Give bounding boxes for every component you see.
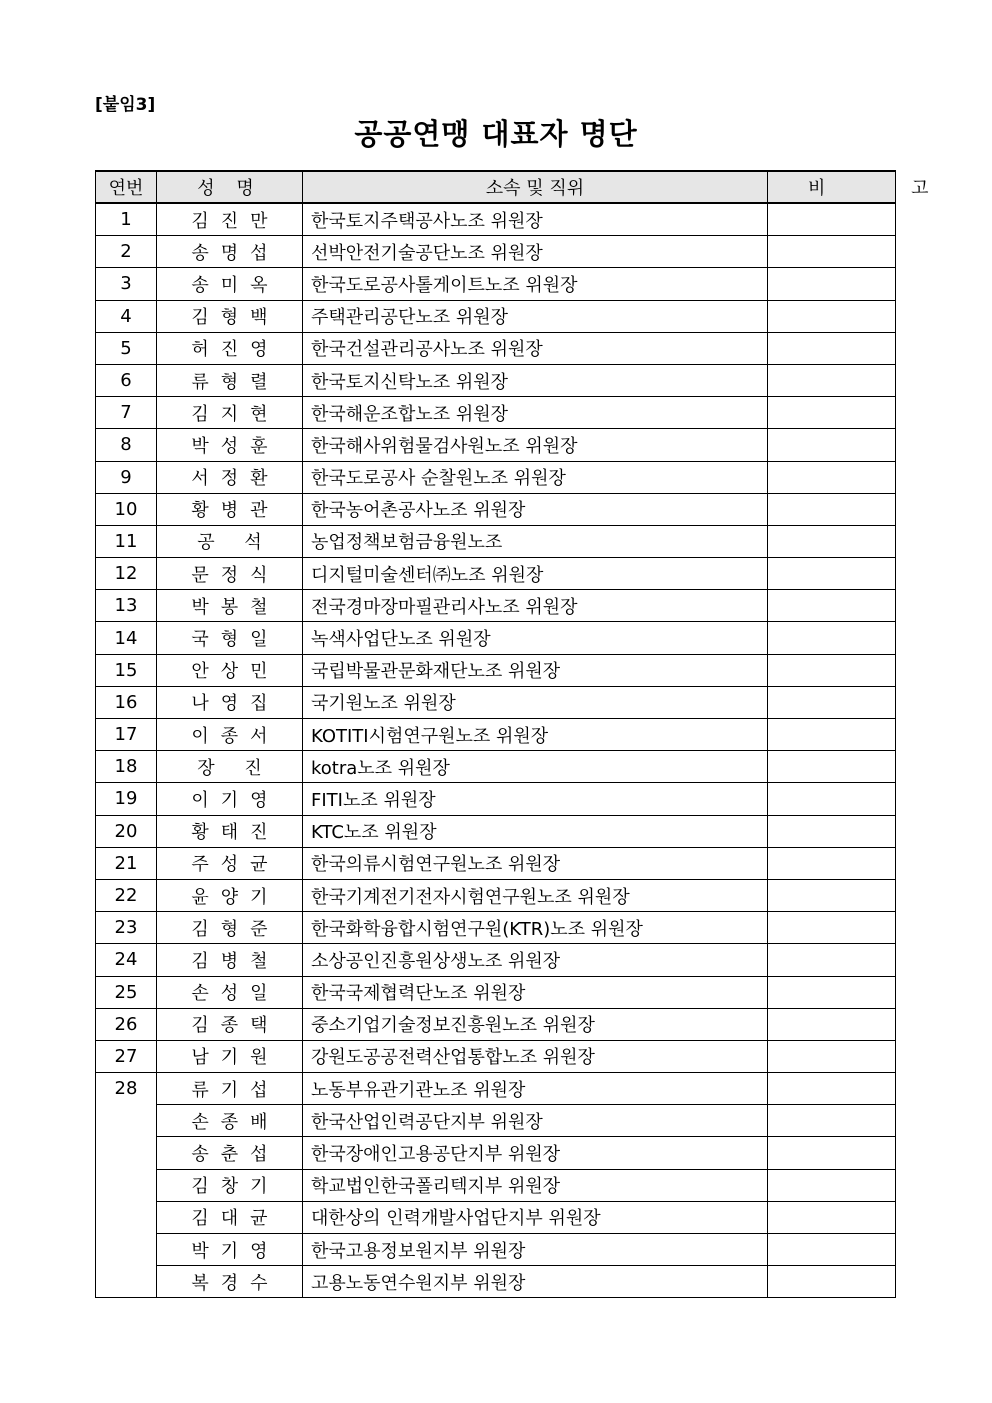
table-row xyxy=(96,879,896,911)
table-row xyxy=(96,1169,896,1201)
table-row xyxy=(96,686,896,718)
row-number: 18 xyxy=(96,751,157,783)
row-note xyxy=(768,686,896,718)
table-row xyxy=(96,332,896,364)
table-row xyxy=(96,1073,896,1105)
row-number: 13 xyxy=(96,590,157,622)
row-affiliation: 한국건설관리공사노조 위원장 xyxy=(303,332,768,364)
row-affiliation: 한국고용정보원지부 위원장 xyxy=(303,1234,768,1266)
table-row xyxy=(96,493,896,525)
row-affiliation: 한국농어촌공사노조 위원장 xyxy=(303,493,768,525)
table-row xyxy=(96,654,896,686)
row-note xyxy=(768,815,896,847)
table-row xyxy=(96,558,896,590)
row-name: 이기영 xyxy=(157,783,303,815)
row-number: 16 xyxy=(96,686,157,718)
row-name: 손성일 xyxy=(157,976,303,1008)
row-note xyxy=(768,1105,896,1137)
row-number: 21 xyxy=(96,847,157,879)
table-header-row xyxy=(96,171,896,203)
attachment-label: [붙임3] xyxy=(95,95,156,115)
row-affiliation: 한국산업인력공단지부 위원장 xyxy=(303,1105,768,1137)
row-affiliation: 국립박물관문화재단노조 위원장 xyxy=(303,654,768,686)
row-name: 공 석 xyxy=(157,525,303,557)
row-number: 19 xyxy=(96,783,157,815)
row-number: 28 xyxy=(96,1073,157,1298)
row-note xyxy=(768,429,896,461)
row-number: 14 xyxy=(96,622,157,654)
row-note xyxy=(768,364,896,396)
row-number: 20 xyxy=(96,815,157,847)
row-note xyxy=(768,1008,896,1040)
row-number: 10 xyxy=(96,493,157,525)
header-num: 연번 xyxy=(96,171,157,203)
row-name: 김형준 xyxy=(157,912,303,944)
row-affiliation: 한국의류시험연구원노조 위원장 xyxy=(303,847,768,879)
row-affiliation: 국기원노조 위원장 xyxy=(303,686,768,718)
row-name: 김형백 xyxy=(157,300,303,332)
row-note xyxy=(768,461,896,493)
row-number: 4 xyxy=(96,300,157,332)
table-row xyxy=(96,719,896,751)
row-note xyxy=(768,654,896,686)
row-name: 황병관 xyxy=(157,493,303,525)
row-number: 24 xyxy=(96,944,157,976)
table-row xyxy=(96,1266,896,1298)
row-note xyxy=(768,719,896,751)
row-note xyxy=(768,1201,896,1233)
row-note xyxy=(768,558,896,590)
table-row xyxy=(96,912,896,944)
row-affiliation: 중소기업기술정보진흥원노조 위원장 xyxy=(303,1008,768,1040)
row-name: 김병철 xyxy=(157,944,303,976)
row-note xyxy=(768,1234,896,1266)
row-note xyxy=(768,783,896,815)
row-note xyxy=(768,1073,896,1105)
row-name: 국형일 xyxy=(157,622,303,654)
row-name: 송명섭 xyxy=(157,236,303,268)
row-affiliation: 주택관리공단노조 위원장 xyxy=(303,300,768,332)
table-row xyxy=(96,1137,896,1169)
row-name: 김종택 xyxy=(157,1008,303,1040)
row-note xyxy=(768,1169,896,1201)
row-name: 박봉철 xyxy=(157,590,303,622)
row-note xyxy=(768,1040,896,1072)
row-number: 12 xyxy=(96,558,157,590)
row-name: 복경수 xyxy=(157,1266,303,1298)
row-note xyxy=(768,525,896,557)
row-name: 김진만 xyxy=(157,203,303,236)
table-row xyxy=(96,944,896,976)
row-note xyxy=(768,622,896,654)
table-row xyxy=(96,783,896,815)
row-name: 문정식 xyxy=(157,558,303,590)
row-affiliation: 노동부유관기관노조 위원장 xyxy=(303,1073,768,1105)
row-affiliation: FITI노조 위원장 xyxy=(303,783,768,815)
row-number: 22 xyxy=(96,879,157,911)
row-note xyxy=(768,944,896,976)
table-row xyxy=(96,203,896,236)
row-number: 1 xyxy=(96,203,157,236)
row-affiliation: 디지털미술센터㈜노조 위원장 xyxy=(303,558,768,590)
table-row xyxy=(96,622,896,654)
row-affiliation: 강원도공공전력산업통합노조 위원장 xyxy=(303,1040,768,1072)
row-affiliation: 선박안전기술공단노조 위원장 xyxy=(303,236,768,268)
row-note xyxy=(768,493,896,525)
row-affiliation: 한국토지신탁노조 위원장 xyxy=(303,364,768,396)
row-number: 17 xyxy=(96,719,157,751)
row-number: 11 xyxy=(96,525,157,557)
table-row xyxy=(96,397,896,429)
row-affiliation: 한국해운조합노조 위원장 xyxy=(303,397,768,429)
row-note xyxy=(768,397,896,429)
row-name: 서정환 xyxy=(157,461,303,493)
row-affiliation: 한국국제협력단노조 위원장 xyxy=(303,976,768,1008)
row-note xyxy=(768,1266,896,1298)
table-row xyxy=(96,1008,896,1040)
table-row xyxy=(96,364,896,396)
table-row xyxy=(96,1234,896,1266)
row-note xyxy=(768,300,896,332)
row-affiliation: 농업정책보험금융원노조 xyxy=(303,525,768,557)
row-name: 송미옥 xyxy=(157,268,303,300)
table-row xyxy=(96,429,896,461)
header-affiliation: 소속 및 직위 xyxy=(303,171,768,203)
table-row xyxy=(96,590,896,622)
row-affiliation: kotra노조 위원장 xyxy=(303,751,768,783)
row-name: 김대균 xyxy=(157,1201,303,1233)
row-number: 2 xyxy=(96,236,157,268)
row-affiliation: 소상공인진흥원상생노조 위원장 xyxy=(303,944,768,976)
row-note xyxy=(768,912,896,944)
table-row xyxy=(96,268,896,300)
row-affiliation: 한국토지주택공사노조 위원장 xyxy=(303,203,768,236)
row-name: 류형렬 xyxy=(157,364,303,396)
table-row xyxy=(96,847,896,879)
row-affiliation: 한국장애인고용공단지부 위원장 xyxy=(303,1137,768,1169)
row-name: 류기섭 xyxy=(157,1073,303,1105)
table-row xyxy=(96,751,896,783)
row-note xyxy=(768,332,896,364)
row-note xyxy=(768,203,896,236)
row-number: 23 xyxy=(96,912,157,944)
row-note xyxy=(768,847,896,879)
table-row xyxy=(96,1201,896,1233)
table-row xyxy=(96,1040,896,1072)
row-affiliation: 한국해사위험물검사원노조 위원장 xyxy=(303,429,768,461)
table-row xyxy=(96,236,896,268)
header-note: 비 고 xyxy=(768,171,896,203)
row-number: 26 xyxy=(96,1008,157,1040)
table-row xyxy=(96,1105,896,1137)
document-title: 공공연맹 대표자 명단 xyxy=(354,117,638,151)
row-name: 김지현 xyxy=(157,397,303,429)
row-name: 박기영 xyxy=(157,1234,303,1266)
row-number: 25 xyxy=(96,976,157,1008)
row-name: 박성훈 xyxy=(157,429,303,461)
row-affiliation: 학교법인한국폴리텍지부 위원장 xyxy=(303,1169,768,1201)
table-row xyxy=(96,525,896,557)
row-affiliation: 한국도로공사 순찰원노조 위원장 xyxy=(303,461,768,493)
header-name: 성 명 xyxy=(157,171,303,203)
row-note xyxy=(768,1137,896,1169)
row-number: 7 xyxy=(96,397,157,429)
row-name: 손종배 xyxy=(157,1105,303,1137)
row-number: 6 xyxy=(96,364,157,396)
row-number: 15 xyxy=(96,654,157,686)
table-row xyxy=(96,815,896,847)
row-note xyxy=(768,590,896,622)
row-note xyxy=(768,268,896,300)
row-affiliation: KTC노조 위원장 xyxy=(303,815,768,847)
row-name: 황태진 xyxy=(157,815,303,847)
row-name: 장 진 xyxy=(157,751,303,783)
row-name: 허진영 xyxy=(157,332,303,364)
row-number: 5 xyxy=(96,332,157,364)
row-affiliation: 녹색사업단노조 위원장 xyxy=(303,622,768,654)
row-name: 안상민 xyxy=(157,654,303,686)
row-name: 윤양기 xyxy=(157,879,303,911)
row-affiliation: 한국기계전기전자시험연구원노조 위원장 xyxy=(303,879,768,911)
row-affiliation: 고용노동연수원지부 위원장 xyxy=(303,1266,768,1298)
row-name: 나영집 xyxy=(157,686,303,718)
table-row xyxy=(96,461,896,493)
row-name: 이종서 xyxy=(157,719,303,751)
row-affiliation: 전국경마장마필관리사노조 위원장 xyxy=(303,590,768,622)
row-number: 9 xyxy=(96,461,157,493)
table-body xyxy=(96,203,896,1298)
representative-table xyxy=(95,170,969,1298)
row-note xyxy=(768,879,896,911)
table-row xyxy=(96,976,896,1008)
row-note xyxy=(768,976,896,1008)
row-name: 주성균 xyxy=(157,847,303,879)
row-affiliation: 한국도로공사톨게이트노조 위원장 xyxy=(303,268,768,300)
row-number: 8 xyxy=(96,429,157,461)
row-note xyxy=(768,236,896,268)
row-number: 3 xyxy=(96,268,157,300)
row-affiliation: 한국화학융합시험연구원(KTR)노조 위원장 xyxy=(303,912,768,944)
row-name: 송춘섭 xyxy=(157,1137,303,1169)
row-name: 김창기 xyxy=(157,1169,303,1201)
row-name: 남기원 xyxy=(157,1040,303,1072)
row-affiliation: KOTITI시험연구원노조 위원장 xyxy=(303,719,768,751)
row-note xyxy=(768,751,896,783)
row-affiliation: 대한상의 인력개발사업단지부 위원장 xyxy=(303,1201,768,1233)
table-row xyxy=(96,300,896,332)
row-number: 27 xyxy=(96,1040,157,1072)
